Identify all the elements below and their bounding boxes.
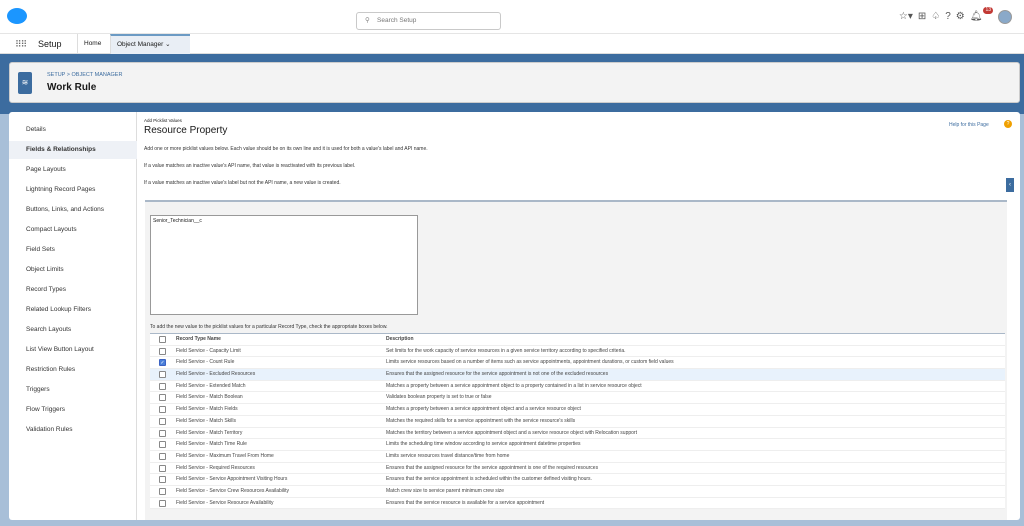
sidebar-item[interactable]: Triggers — [26, 386, 50, 393]
chevron-down-icon[interactable]: ⌄ — [165, 41, 171, 48]
sidebar-item[interactable]: Page Layouts — [26, 166, 66, 173]
search-input[interactable]: ⚲ Search Setup — [356, 12, 501, 30]
record-type-name: Field Service - Excluded Resources — [176, 371, 256, 378]
help-icon[interactable]: ? — [1004, 120, 1012, 128]
sidebar-item[interactable]: Details — [26, 126, 46, 133]
bell-icon[interactable]: 🔔︎ — [969, 11, 983, 22]
row-checkbox[interactable] — [159, 488, 166, 495]
sidebar-item[interactable]: Related Lookup Filters — [26, 306, 92, 313]
table-row — [150, 486, 1005, 498]
select-all-checkbox[interactable] — [159, 336, 166, 343]
record-type-name: Field Service - Required Resources — [176, 464, 255, 471]
row-checkbox[interactable]: ✓ — [160, 360, 165, 367]
breadcrumb[interactable]: SETUP > OBJECT MANAGER — [47, 72, 123, 78]
sidebar-item[interactable]: Object Limits — [26, 266, 64, 273]
table-row — [150, 381, 1005, 393]
picklist-section — [145, 200, 1007, 520]
table-row — [150, 474, 1005, 486]
record-type-description: Matches the required skills for a service appointment with the service resource's skills — [386, 417, 576, 424]
sidebar-item[interactable]: Field Sets — [26, 246, 55, 253]
sidebar-item[interactable]: List View Button Layout — [26, 346, 94, 353]
record-type-description: Limits the scheduling time window according to service appointment datetime properties — [386, 441, 581, 448]
app-name: Setup — [38, 39, 62, 49]
row-checkbox[interactable] — [159, 453, 166, 460]
record-type-description: Limits service resources travel distance/time from home — [386, 452, 510, 459]
sidebar-item[interactable]: Validation Rules — [26, 426, 73, 433]
record-type-description: Matches a property between a service appointment object and a service resource object — [386, 406, 581, 413]
table-row — [150, 498, 1005, 510]
table-instruction: To add the new value to the picklist values for a particular Record Type, check the appropriate boxes below. — [150, 324, 388, 330]
sidebar-item[interactable]: Lightning Record Pages — [26, 186, 96, 193]
row-checkbox[interactable] — [159, 418, 166, 425]
record-type-name: Field Service - Service Resource Availability — [176, 499, 274, 506]
table-row — [150, 439, 1005, 451]
avatar[interactable] — [998, 10, 1012, 24]
table-row — [150, 369, 1005, 381]
sidebar-item[interactable]: Fields & Relationships — [9, 141, 137, 159]
record-type-name: Field Service - Match Boolean — [176, 394, 243, 401]
row-checkbox[interactable] — [159, 348, 166, 355]
favorites-icon[interactable]: ☆▾ — [898, 11, 913, 22]
record-type-name: Field Service - Extended Match — [176, 382, 246, 389]
column-header-name: Record Type Name — [176, 336, 221, 342]
record-type-description: Ensures that the service appointment is scheduled within the customer defined visiting hours. — [386, 476, 592, 483]
collapse-handle-icon[interactable]: ‹ — [1006, 178, 1014, 192]
record-type-description: Matches a property between a service appointment object to a property contained in a list in service resource object — [386, 382, 642, 389]
object-header — [9, 62, 1020, 103]
record-type-name: Field Service - Maximum Travel From Home — [176, 452, 274, 459]
row-checkbox[interactable] — [159, 430, 166, 437]
global-header — [0, 0, 1024, 34]
instruction-text: If a value matches an inactive value's API name, that value is reactivated with its previous label. — [144, 163, 356, 169]
section-title: Resource Property — [144, 125, 228, 136]
record-type-description: Ensures that the service resource is available for a service appointment — [386, 499, 545, 506]
record-type-description: Ensures that the assigned resource for the service appointment is one of the required resources — [386, 464, 599, 471]
help-link[interactable]: Help for this Page — [949, 122, 989, 128]
main-card — [9, 112, 1020, 520]
tab-home[interactable]: Home — [77, 34, 107, 54]
table-row — [150, 392, 1005, 404]
row-checkbox[interactable] — [159, 441, 166, 448]
sidebar-item[interactable]: Buttons, Links, and Actions — [26, 206, 105, 213]
table-row — [150, 463, 1005, 475]
table-row — [150, 357, 1005, 369]
table-row — [150, 346, 1005, 358]
sidebar-item[interactable]: Record Types — [26, 286, 66, 293]
row-checkbox[interactable] — [159, 476, 166, 483]
record-type-name: Field Service - Count Rule — [176, 359, 235, 366]
record-type-name: Field Service - Match Time Rule — [176, 441, 247, 448]
record-type-description: Match crew size to service parent minimum crew size — [386, 487, 505, 494]
record-type-name: Field Service - Match Skills — [176, 417, 237, 424]
notification-badge: 13 — [985, 7, 991, 13]
sidebar-item[interactable]: Flow Triggers — [26, 406, 66, 413]
instruction-text: Add one or more picklist values below. Each value should be on its own line and it is used for both a value's label and API name. — [144, 146, 428, 152]
row-checkbox[interactable] — [159, 406, 166, 413]
sidebar-item[interactable]: Restriction Rules — [26, 366, 76, 373]
sidebar — [9, 112, 137, 520]
table-row — [150, 404, 1005, 416]
notifications-button[interactable] — [969, 7, 993, 24]
column-header-description: Description — [386, 336, 414, 342]
picklist-values-text: Senior_Technician__c — [153, 218, 202, 224]
row-checkbox[interactable] — [159, 394, 166, 401]
trailhead-icon[interactable]: ♤ — [931, 11, 941, 22]
page-subtitle: Add Picklist Values — [144, 118, 182, 123]
record-type-description: Ensures that the assigned resource for the service appointment is not one of the excluded resources — [386, 371, 609, 378]
search-icon: ⚲ — [365, 17, 370, 24]
row-checkbox[interactable] — [159, 500, 166, 507]
tab-object-manager[interactable]: Object Manager ⌄ — [110, 34, 190, 54]
row-checkbox[interactable] — [159, 371, 166, 378]
record-type-name: Field Service - Capacity Limit — [176, 347, 241, 354]
row-checkbox[interactable] — [159, 383, 166, 390]
layers-icon: ≋ — [18, 72, 32, 94]
sidebar-item[interactable]: Compact Layouts — [26, 226, 77, 233]
table-row — [150, 451, 1005, 463]
record-type-description: Limits service resources based on a number of items such as service appointments, appointment durations, or custom field values — [386, 359, 674, 366]
record-type-description: Set limits for the work capacity of service resources in a given service territory according to specified criteria. — [386, 347, 626, 354]
record-type-description: Validates boolean property is set to true or false — [386, 394, 492, 401]
record-type-table — [150, 333, 1005, 509]
picklist-values-textarea[interactable] — [150, 215, 418, 315]
record-type-name: Field Service - Match Fields — [176, 406, 238, 413]
record-type-name: Field Service - Service Appointment Visiting Hours — [176, 476, 288, 483]
instruction-text: If a value matches an inactive value's label but not the API name, a new value is created. — [144, 180, 341, 186]
record-type-name: Field Service - Match Territory — [176, 429, 243, 436]
add-icon[interactable]: ⊞ — [917, 11, 927, 22]
sidebar-item[interactable]: Search Layouts — [26, 326, 72, 333]
table-row — [150, 416, 1005, 428]
gear-icon[interactable]: ⚙ — [955, 11, 965, 22]
record-type-name: Field Service - Service Crew Resources Availability — [176, 487, 290, 494]
page-title: Work Rule — [47, 82, 97, 93]
record-type-description: Matches the territory between a service appointment object and a service resource object with Relocation support — [386, 429, 637, 436]
row-checkbox[interactable] — [159, 465, 166, 472]
salesforce-logo[interactable] — [7, 8, 27, 24]
table-row — [150, 428, 1005, 440]
nav-bar — [0, 34, 1024, 54]
app-launcher-icon[interactable]: ⠿⠿ — [15, 39, 27, 49]
help-icon[interactable]: ? — [945, 11, 951, 22]
table-header — [150, 334, 1005, 346]
